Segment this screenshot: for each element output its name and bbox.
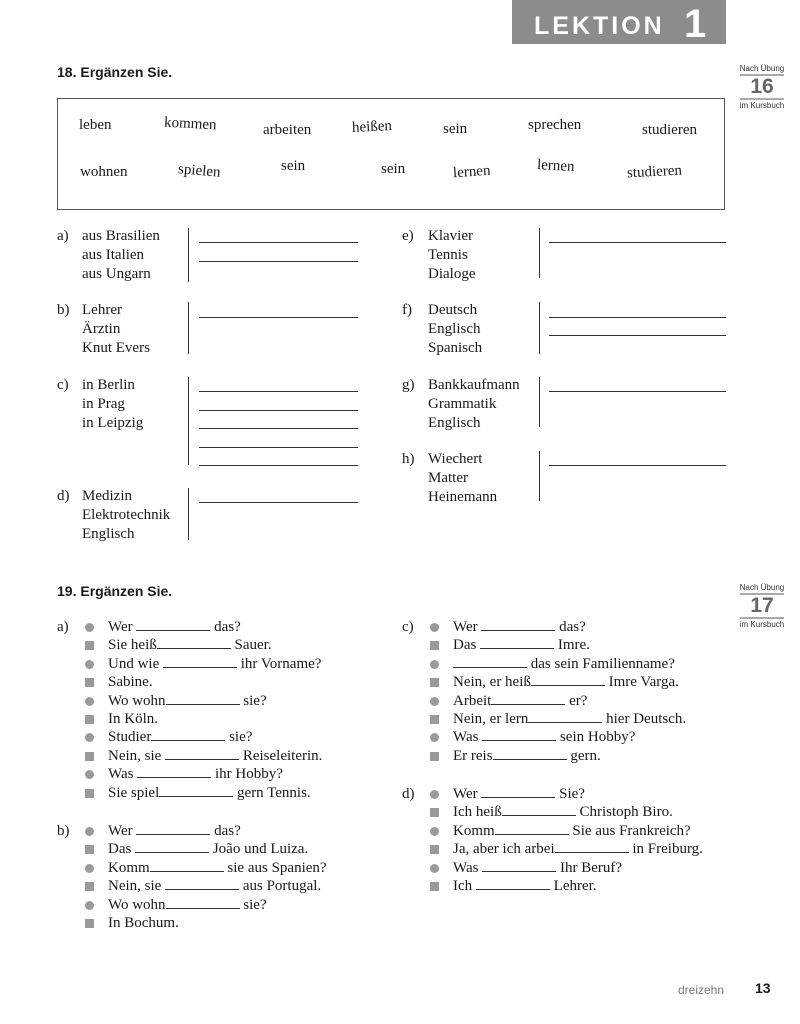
item-line: Heinemann (428, 489, 498, 505)
dialogue-line (108, 692, 267, 710)
dialogue-line (453, 673, 679, 691)
speaker-square-icon (85, 752, 94, 761)
word-item: arbeiten (263, 122, 312, 138)
dialogue-line (108, 728, 252, 746)
bracket-line (539, 302, 540, 354)
fill-in-blank[interactable] (481, 618, 555, 631)
speaker-dot-icon (430, 733, 439, 742)
item-line: Elektrotechnik (82, 507, 171, 523)
dialogue-text: das sein Familienname? (527, 655, 675, 672)
dialogue-text: Ja, aber ich arbei (453, 841, 555, 858)
item-letter: g) (402, 377, 415, 393)
dialogue-line (453, 840, 703, 858)
item-letter: a) (57, 228, 69, 244)
side-note-17 (736, 583, 788, 629)
dialogue-text: in Freiburg. (628, 841, 703, 858)
answer-line[interactable] (199, 242, 358, 243)
fill-in-blank[interactable] (491, 692, 565, 705)
fill-in-blank[interactable] (502, 803, 576, 816)
dialogue-text: Wer (453, 786, 482, 802)
speaker-square-icon (430, 808, 439, 817)
bracket-line (188, 488, 189, 540)
answer-line[interactable] (549, 465, 726, 466)
item-line: Matter (428, 470, 468, 486)
answer-line[interactable] (549, 317, 726, 318)
dialogue-text: Wo wohn (108, 896, 166, 913)
lesson-banner (512, 0, 726, 44)
dialogue-text: Was (453, 729, 483, 746)
item-line: aus Brasilien (82, 228, 160, 244)
side-note-post: im Kursbuch (739, 620, 785, 629)
speaker-dot-icon (85, 733, 94, 742)
fill-in-blank[interactable] (166, 692, 240, 705)
speaker-dot-icon (85, 901, 94, 910)
side-note-number: 16 (740, 74, 784, 100)
item-letter: d) (57, 488, 70, 504)
item-line: Klavier (428, 228, 473, 244)
dialogue-text: aus Portugal. (239, 878, 322, 895)
item-letter: f) (402, 302, 412, 318)
speaker-dot-icon (85, 660, 94, 669)
answer-line[interactable] (549, 335, 726, 336)
speaker-square-icon (85, 919, 94, 928)
bracket-line (539, 228, 540, 278)
word-item: studieren (626, 162, 683, 182)
speaker-square-icon (85, 641, 94, 650)
dialogue-line (108, 710, 158, 728)
dialogue-line (108, 618, 241, 636)
dialogue-line (108, 840, 308, 858)
speaker-dot-icon (85, 827, 94, 836)
dialogue-line (108, 896, 267, 914)
dialogue-text: Studier (108, 729, 152, 746)
dialogue-text: Komm (108, 859, 150, 876)
dialogue-text: Sie spiel (108, 784, 160, 801)
dialogue-text: Sie aus Frankreich? (568, 822, 691, 839)
word-item: wohnen (80, 164, 128, 180)
dialogue-text: Nein, sie (108, 878, 166, 895)
answer-line[interactable] (199, 447, 358, 448)
dialogue-line (108, 877, 321, 895)
dialogue-line (453, 859, 622, 877)
speaker-square-icon (430, 752, 439, 761)
item-letter: e) (402, 228, 414, 244)
fill-in-blank[interactable] (493, 747, 567, 760)
answer-line[interactable] (199, 391, 358, 392)
dialogue-text: Und wie (108, 655, 163, 672)
word-item: lernen (452, 162, 491, 182)
word-item: spielen (177, 161, 222, 181)
dialogue-letter: c) (402, 619, 414, 635)
speaker-square-icon (430, 882, 439, 891)
word-item: sprechen (528, 117, 582, 133)
word-box (57, 98, 725, 210)
lesson-word: LEKTION (534, 12, 665, 40)
exercise-18-title: 18. Ergänzen Sie. (57, 64, 173, 80)
dialogue-text: Ihr Beruf? (556, 859, 623, 876)
dialogue-line (453, 877, 597, 895)
fill-in-blank[interactable] (476, 877, 550, 890)
side-note-number: 17 (740, 593, 784, 619)
speaker-dot-icon (430, 827, 439, 836)
dialogue-text: ihr Hobby? (211, 766, 283, 783)
item-letter: c) (57, 377, 69, 393)
word-item: lernen (536, 157, 575, 175)
answer-line[interactable] (549, 391, 726, 392)
side-note-post: im Kursbuch (739, 101, 785, 110)
fill-in-blank[interactable] (137, 765, 211, 778)
fill-in-blank[interactable] (482, 859, 556, 872)
dialogue-text: Ich (453, 878, 476, 894)
speaker-dot-icon (430, 697, 439, 706)
word-item: heißen (351, 117, 393, 137)
item-line: Deutsch (428, 302, 478, 318)
dialogue-text: Imre Varga. (604, 674, 679, 691)
item-line: aus Ungarn (82, 266, 151, 282)
bracket-line (188, 377, 189, 465)
item-line: Tennis (428, 247, 468, 263)
dialogue-text: Reiseleiterin. (239, 747, 323, 764)
fill-in-blank[interactable] (136, 822, 210, 835)
dialogue-line (108, 636, 272, 654)
item-line: Knut Evers (82, 340, 150, 356)
answer-line[interactable] (199, 317, 358, 318)
dialogue-text: das? (555, 619, 586, 635)
dialogue-text: sie aus Spanien? (223, 859, 327, 876)
word-item: sein (281, 158, 306, 174)
speaker-square-icon (85, 789, 94, 798)
answer-line[interactable] (199, 502, 358, 503)
speaker-square-icon (85, 882, 94, 891)
answer-line[interactable] (199, 428, 358, 429)
answer-line[interactable] (199, 410, 358, 411)
dialogue-text: Ich heiß (453, 804, 502, 821)
dialogue-text: Das (453, 637, 481, 654)
page-number: 13 (755, 980, 771, 996)
side-note-pre: Nach Übung (739, 64, 785, 73)
bracket-line (188, 228, 189, 282)
speaker-square-icon (430, 845, 439, 854)
dialogue-line (108, 859, 327, 877)
bracket-line (539, 451, 540, 501)
fill-in-blank[interactable] (150, 859, 224, 872)
dialogue-line (453, 822, 691, 840)
item-line: Medizin (82, 488, 132, 504)
item-line: Wiechert (428, 451, 483, 467)
speaker-dot-icon (85, 697, 94, 706)
dialogue-line (453, 618, 586, 636)
speaker-dot-icon (430, 660, 439, 669)
answer-line[interactable] (199, 465, 358, 466)
dialogue-text: sie? (239, 692, 267, 709)
dialogue-text: Wo wohn (108, 692, 166, 709)
speaker-dot-icon (85, 864, 94, 873)
item-line: in Prag (82, 396, 125, 412)
item-line: Ärztin (82, 321, 121, 337)
dialogue-text: Wer (108, 619, 137, 635)
speaker-dot-icon (430, 864, 439, 873)
dialogue-text: sie? (225, 729, 253, 746)
dialogue-text: Imre. (554, 637, 590, 654)
word-item: leben (79, 117, 112, 133)
dialogue-letter: a) (57, 619, 69, 635)
dialogue-line (108, 914, 179, 932)
dialogue-line (108, 673, 153, 691)
dialogue-line (453, 636, 590, 654)
dialogue-text: gern Tennis. (233, 784, 311, 801)
page-word: dreizehn (678, 983, 725, 997)
speaker-dot-icon (430, 790, 439, 799)
fill-in-blank[interactable] (159, 784, 233, 797)
item-line: in Berlin (82, 377, 135, 393)
speaker-dot-icon (430, 623, 439, 632)
dialogue-text: Wer (453, 619, 482, 635)
item-line: Spanisch (428, 340, 483, 356)
item-line: Englisch (82, 526, 135, 542)
fill-in-blank[interactable] (157, 636, 231, 649)
item-line: Grammatik (428, 396, 497, 412)
fill-in-blank[interactable] (453, 655, 527, 668)
speaker-dot-icon (85, 770, 94, 779)
word-item: studieren (642, 122, 697, 138)
dialogue-text: sein Hobby? (556, 729, 636, 746)
dialogue-text: Sabine. (108, 674, 153, 691)
side-note-pre: Nach Übung (739, 583, 785, 592)
dialogue-text: Er reis (453, 747, 493, 764)
dialogue-text: Was (453, 859, 483, 876)
speaker-square-icon (85, 715, 94, 724)
fill-in-blank[interactable] (135, 840, 209, 853)
item-line: Englisch (428, 415, 481, 431)
bracket-line (188, 302, 189, 354)
speaker-square-icon (430, 641, 439, 650)
dialogue-line (108, 784, 311, 802)
dialogue-text: Nein, sie (108, 747, 166, 764)
dialogue-text: Sie? (555, 786, 585, 802)
exercise-19-title: 19. Ergänzen Sie. (57, 583, 173, 599)
item-line: Bankkaufmann (428, 377, 520, 393)
dialogue-text: Christoph Biro. (575, 804, 673, 821)
dialogue-line (453, 728, 635, 746)
item-line: Lehrer (82, 302, 122, 318)
speaker-square-icon (85, 678, 94, 687)
dialogue-letter: d) (402, 786, 415, 802)
dialogue-line (453, 655, 675, 673)
dialogue-line (453, 747, 601, 765)
dialogue-text: hier Deutsch. (602, 711, 687, 727)
speaker-dot-icon (85, 623, 94, 632)
dialogue-text: Sie heiß (108, 637, 157, 654)
dialogue-line (108, 765, 283, 783)
answer-line[interactable] (549, 242, 726, 243)
fill-in-blank[interactable] (136, 618, 210, 631)
fill-in-blank[interactable] (531, 673, 605, 686)
dialogue-text: Arbeit (453, 692, 492, 709)
dialogue-line (108, 747, 322, 765)
dialogue-text: Wer (108, 823, 137, 839)
dialogue-text: er? (565, 692, 588, 709)
dialogue-text: Lehrer. (549, 878, 597, 894)
dialogue-text: In Bochum. (108, 915, 179, 931)
word-item: sein (381, 161, 406, 177)
dialogue-text: sie? (239, 896, 267, 913)
fill-in-blank[interactable] (480, 636, 554, 649)
fill-in-blank[interactable] (163, 655, 237, 668)
fill-in-blank[interactable] (555, 840, 629, 853)
dialogue-line (108, 655, 321, 673)
side-note-16 (736, 64, 788, 110)
bracket-line (539, 377, 540, 427)
dialogue-text: Sauer. (230, 637, 272, 654)
fill-in-blank[interactable] (151, 728, 225, 741)
dialogue-letter: b) (57, 823, 70, 839)
item-line: Dialoge (428, 266, 476, 282)
word-item: kommen (163, 114, 217, 134)
dialogue-text: gern. (566, 747, 601, 764)
item-line: aus Italien (82, 247, 145, 263)
item-line: in Leipzig (82, 415, 144, 431)
speaker-square-icon (430, 715, 439, 724)
speaker-square-icon (85, 845, 94, 854)
lesson-number: 1 (684, 2, 707, 46)
dialogue-text: Nein, er lern (453, 711, 529, 727)
fill-in-blank[interactable] (495, 822, 569, 835)
item-line: Englisch (428, 321, 481, 337)
dialogue-line (453, 692, 587, 710)
dialogue-text: Was (108, 766, 138, 783)
fill-in-blank[interactable] (528, 710, 602, 723)
dialogue-text: João und Luiza. (209, 841, 309, 858)
dialogue-text: Nein, er heiß (453, 674, 531, 691)
dialogue-text: In Köln. (108, 711, 158, 727)
answer-line[interactable] (199, 261, 358, 262)
dialogue-line (453, 803, 673, 821)
dialogue-line (453, 785, 585, 803)
dialogue-text: das? (210, 823, 241, 839)
fill-in-blank[interactable] (165, 747, 239, 760)
dialogue-line (108, 822, 241, 840)
dialogue-line (453, 710, 686, 728)
speaker-square-icon (430, 678, 439, 687)
fill-in-blank[interactable] (165, 877, 239, 890)
word-item: sein (443, 121, 468, 137)
dialogue-text: das? (210, 619, 241, 635)
dialogue-text: Das (108, 841, 136, 858)
fill-in-blank[interactable] (166, 896, 240, 909)
dialogue-text: ihr Vorname? (237, 655, 322, 672)
fill-in-blank[interactable] (481, 785, 555, 798)
item-letter: b) (57, 302, 70, 318)
dialogue-text: Komm (453, 822, 495, 839)
item-letter: h) (402, 451, 415, 467)
fill-in-blank[interactable] (482, 728, 556, 741)
